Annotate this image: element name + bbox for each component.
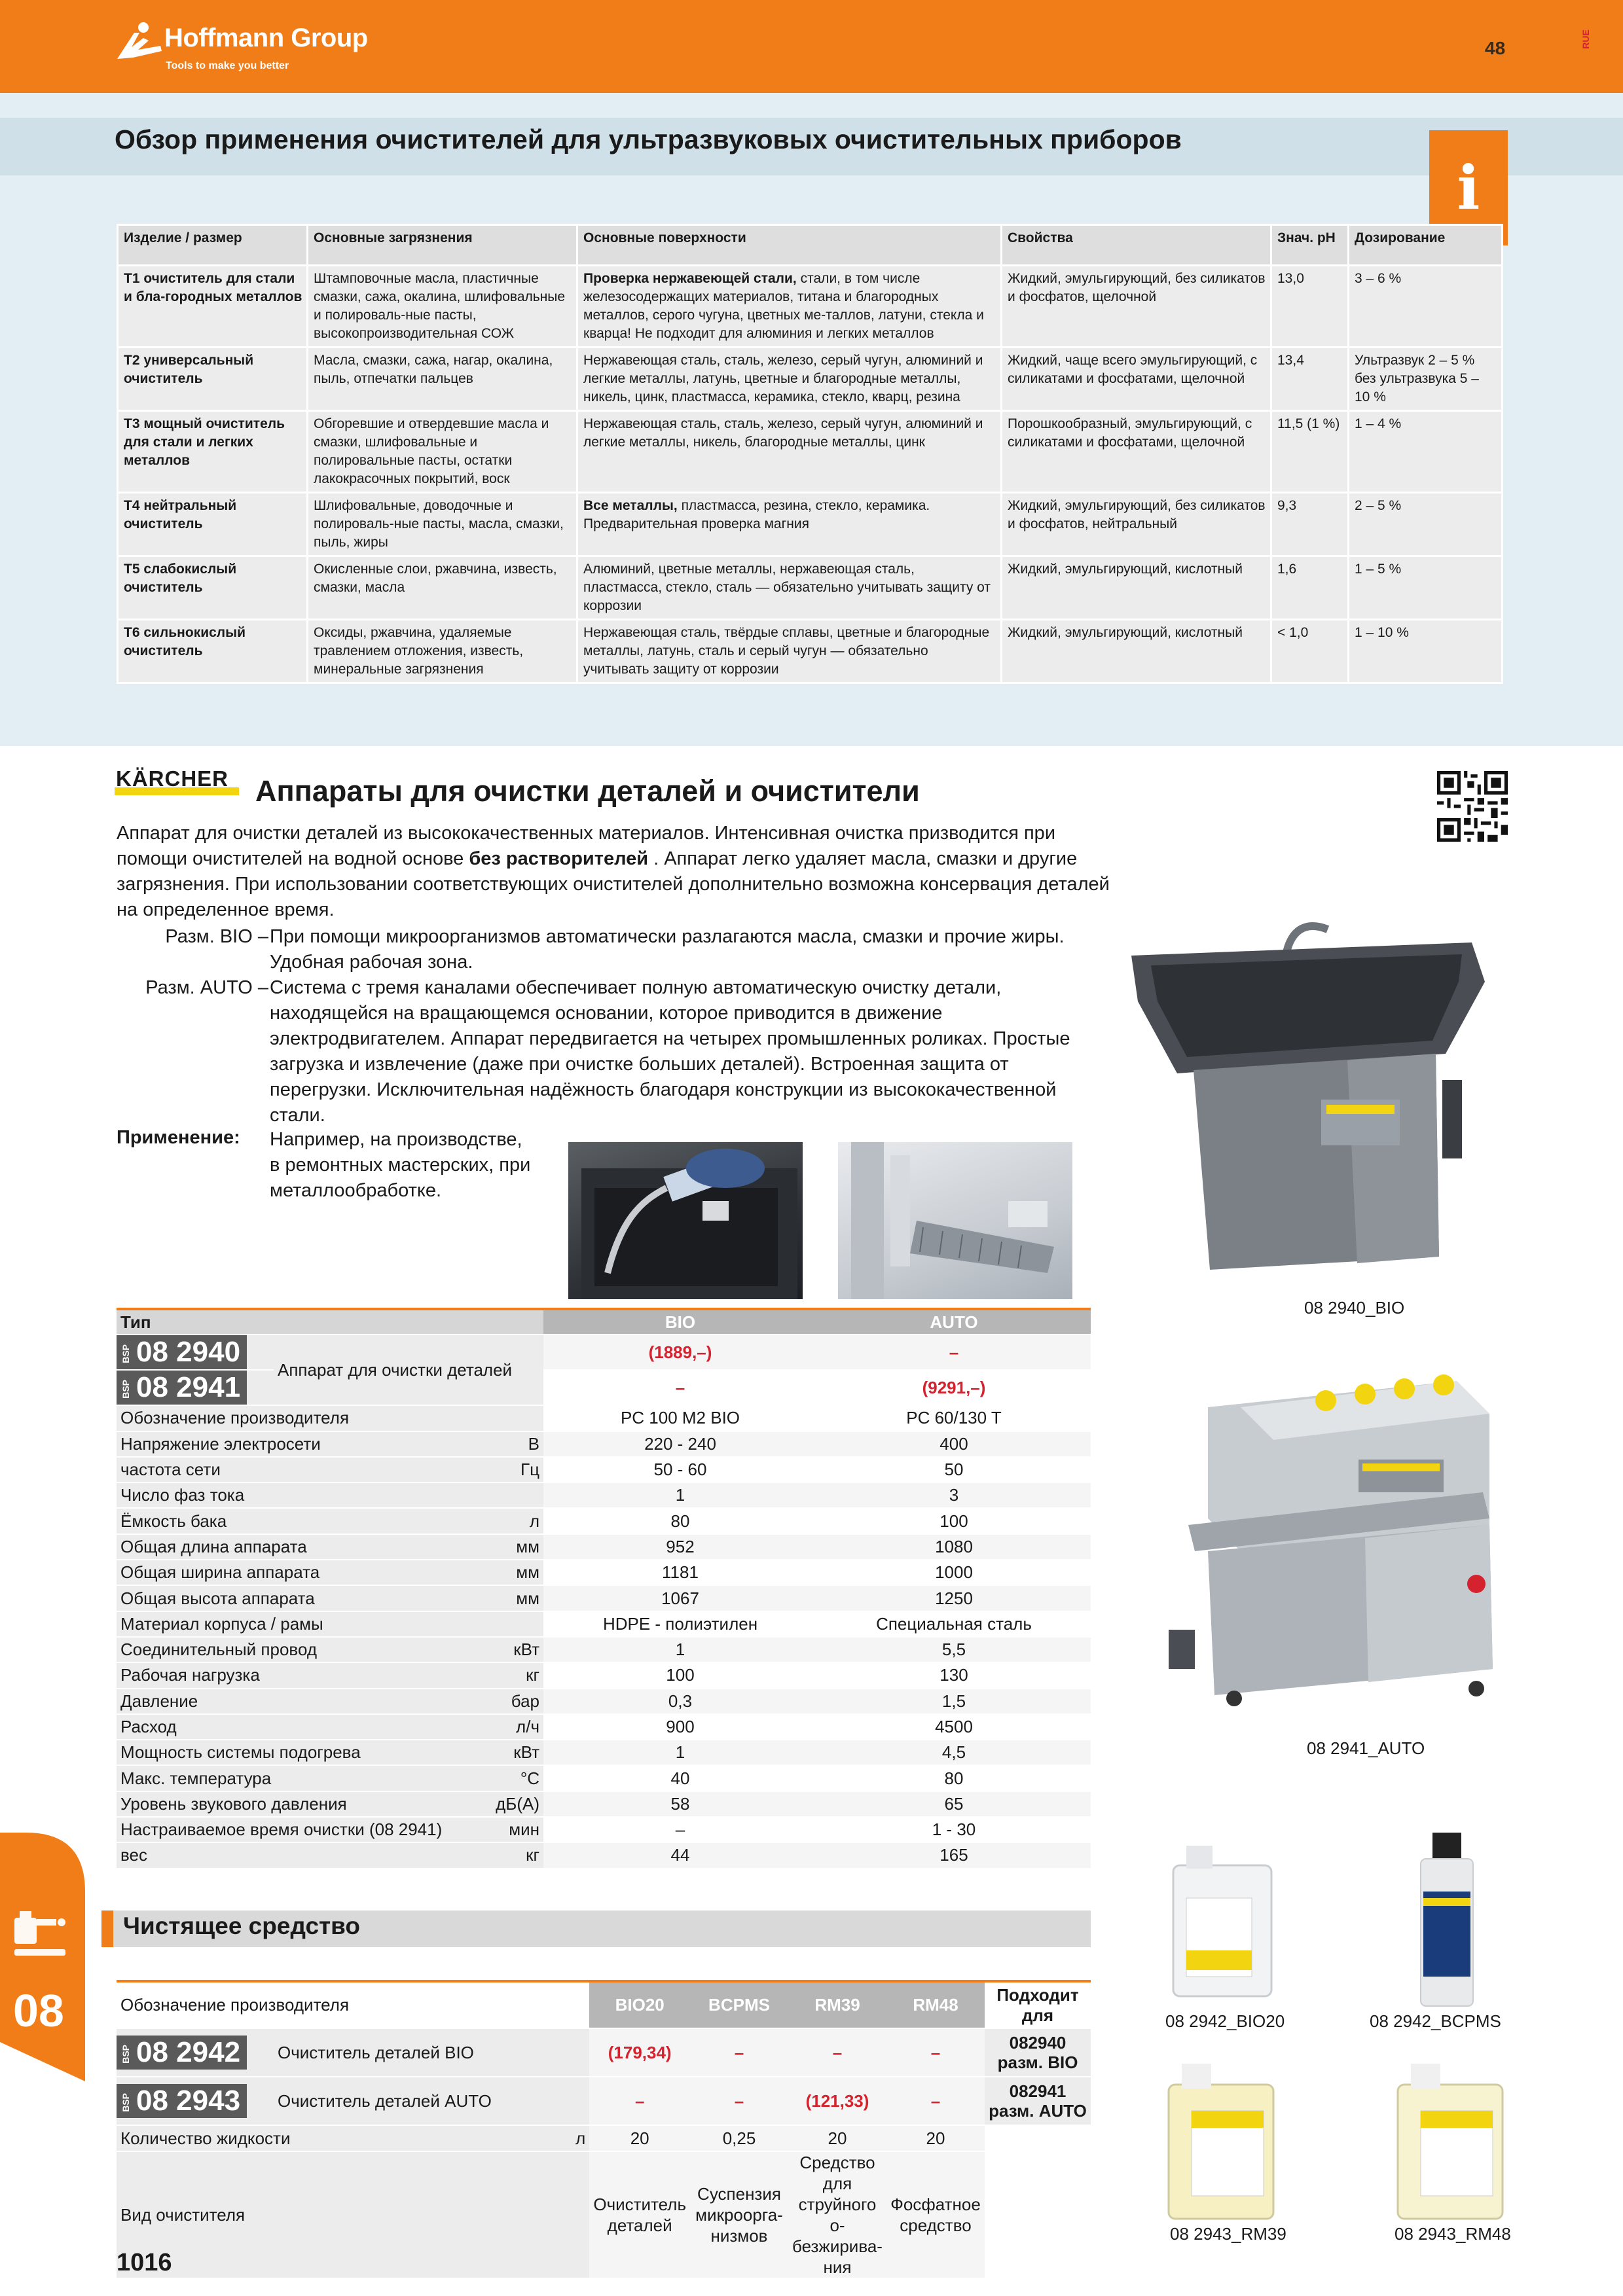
dirt-cell: Оксиды, ржавчина, удаляемые травлением отложения, известь, минеральные загрязнения bbox=[308, 620, 577, 683]
spec-value-bio: – bbox=[543, 1817, 817, 1842]
spec-value-bio: 50 - 60 bbox=[543, 1457, 817, 1482]
spec-row bbox=[117, 1508, 1091, 1534]
spec-label: Общая длина аппарата bbox=[117, 1534, 492, 1560]
qty-cell: 20 bbox=[788, 2125, 886, 2151]
qty-label: Количество жидкости bbox=[117, 2125, 550, 2151]
table-row bbox=[118, 620, 1503, 683]
table-row bbox=[118, 493, 1503, 556]
surfaces-emphasis: Проверка нержавеющей стали, bbox=[583, 271, 797, 286]
surfaces-text: пластмасса, резина, стекло, керамика. Предварительная проверка магния bbox=[583, 498, 930, 531]
product-image-bio20 bbox=[1160, 1839, 1278, 2003]
qr-code-icon[interactable] bbox=[1437, 771, 1508, 842]
bottle-bcpms-illustration bbox=[1414, 1833, 1480, 2009]
canister-rm39-illustration bbox=[1159, 2058, 1283, 2222]
article-number[interactable] bbox=[117, 1371, 247, 1405]
dose-cell: Ультразвук 2 – 5 % без ультразвука 5 – 10 % bbox=[1349, 348, 1503, 411]
column-header-bio20: BIO20 bbox=[589, 1981, 690, 2028]
spec-row bbox=[117, 1662, 1091, 1688]
properties-cell: Жидкий, эмульгирующий, кислотный bbox=[1002, 620, 1271, 683]
surfaces-cell bbox=[577, 493, 1002, 556]
ca-kind-row bbox=[117, 2151, 1091, 2278]
cleaning-agent-title: Чистящее средство bbox=[123, 1912, 360, 1939]
spec-value-auto: 1080 bbox=[817, 1534, 1091, 1560]
spec-unit: кг bbox=[492, 1842, 543, 1868]
spec-value-bio: 1 bbox=[543, 1482, 817, 1508]
intro-emphasis: без растворителей bbox=[469, 848, 649, 869]
page-number: 48 bbox=[1485, 38, 1506, 58]
spec-row bbox=[117, 1689, 1091, 1714]
spec-value-bio: 80 bbox=[543, 1508, 817, 1534]
caption-bcpms: 08 2942_BCPMS bbox=[1370, 2011, 1501, 2031]
spec-label: Напряжение электросети bbox=[117, 1431, 492, 1457]
surfaces-text: Нержавеющая сталь, сталь, железо, серый чугун, алюминий и легкие металлы, никель, благородные металлы, цинк bbox=[583, 416, 983, 450]
ph-cell: 13,0 bbox=[1271, 266, 1349, 348]
spec-unit: л/ч bbox=[492, 1714, 543, 1740]
spec-label: Мощность системы подогрева bbox=[117, 1740, 492, 1765]
spec-unit: °C bbox=[492, 1765, 543, 1791]
spec-row bbox=[117, 1585, 1091, 1611]
dirt-cell: Обгоревшие и отвердевшие масла и смазки, шлифовальные и полировальные пасты, остатки лакокрасочных покрытий, воск bbox=[308, 411, 577, 493]
spec-unit: дБ(A) bbox=[492, 1791, 543, 1817]
article-number-text: 08 2940 bbox=[136, 1336, 241, 1369]
spec-value-bio: 1181 bbox=[543, 1560, 817, 1585]
spec-value-bio: 40 bbox=[543, 1765, 817, 1791]
spec-label: Материал корпуса / рамы bbox=[117, 1611, 492, 1637]
ph-cell: 1,6 bbox=[1271, 556, 1349, 620]
product-cell: T3 мощный очиститель для стали и легких металлов bbox=[118, 411, 308, 493]
chapter-tab[interactable] bbox=[0, 1833, 85, 2081]
application-text: Например, на производстве, в ремонтных мастерских, при металлообработке. bbox=[270, 1129, 531, 1201]
spec-unit: кВт bbox=[492, 1637, 543, 1662]
spec-value-bio: 1 bbox=[543, 1637, 817, 1662]
spec-value-auto: 50 bbox=[817, 1457, 1091, 1482]
spec-unit: В bbox=[492, 1431, 543, 1457]
spec-value-auto: 65 bbox=[817, 1791, 1091, 1817]
price-cell: (121,33) bbox=[788, 2077, 886, 2125]
qty-cell: 0,25 bbox=[690, 2125, 788, 2151]
caption-rm48: 08 2943_RM48 bbox=[1395, 2224, 1511, 2244]
spec-unit: мм bbox=[492, 1585, 543, 1611]
spec-row bbox=[117, 1817, 1091, 1842]
info-icon: i bbox=[1429, 130, 1508, 245]
bio-description: При помощи микроорганизмов автоматически разлагаются масла, смазки и прочие жиры. Удобная рабочая зона. bbox=[270, 926, 1065, 973]
karcher-brand: KÄRCHER bbox=[116, 766, 228, 791]
spec-unit: л bbox=[492, 1508, 543, 1534]
kind-cell: Очиститель деталей bbox=[589, 2151, 690, 2278]
product-cell: T6 сильнокислый очиститель bbox=[118, 620, 308, 683]
spec-row bbox=[117, 1637, 1091, 1662]
column-header: Дозирование bbox=[1349, 225, 1503, 266]
empty-cell bbox=[985, 2125, 1091, 2151]
properties-cell: Жидкий, эмульгирующий, без силикатов и фосфатов, нейтральный bbox=[1002, 493, 1271, 556]
spec-unit: мм bbox=[492, 1560, 543, 1585]
spec-value-bio: 1067 bbox=[543, 1585, 817, 1611]
price-cell: – bbox=[788, 2028, 886, 2077]
article-number-text: 08 2942 bbox=[136, 2036, 241, 2068]
auto-label: Разм. AUTO – bbox=[145, 977, 268, 998]
column-header-rm39: RM39 bbox=[788, 1981, 886, 2028]
price-cell: – bbox=[589, 2077, 690, 2125]
column-header-rm48: RM48 bbox=[886, 1981, 985, 2028]
caption-auto: 08 2941_AUTO bbox=[1307, 1738, 1425, 1758]
properties-cell: Порошкообразный, эмульгирующий, с силикатами и фосфатами, щелочной bbox=[1002, 411, 1271, 493]
photo-auto-illustration bbox=[838, 1142, 1072, 1299]
spec-label: Обозначение производителя bbox=[117, 1405, 492, 1431]
bsp-label: BSP bbox=[120, 1380, 131, 1399]
surfaces-text: Нержавеющая сталь, твёрдые сплавы, цветные и благородные металлы, латунь, сталь и серый чугун — обязательно учитывать защиту от коррозии bbox=[583, 625, 990, 677]
kind-cell: Средство для струйного о-безжирива-ния bbox=[788, 2151, 886, 2278]
cleaning-agent-accent bbox=[101, 1910, 113, 1947]
chapter-tab-shape bbox=[0, 1833, 85, 2081]
properties-cell: Жидкий, чаще всего эмульгирующий, с силикатами и фосфатами, щелочной bbox=[1002, 348, 1271, 411]
price-cell: – bbox=[690, 2077, 788, 2125]
article-row-bio[interactable] bbox=[117, 1335, 1091, 1370]
spec-unit: Гц bbox=[492, 1457, 543, 1482]
dose-cell: 1 – 5 % bbox=[1349, 556, 1503, 620]
dose-cell: 3 – 6 % bbox=[1349, 266, 1503, 348]
product-image-auto bbox=[1169, 1368, 1516, 1708]
article-number-cell[interactable] bbox=[117, 1370, 274, 1405]
spec-row bbox=[117, 1791, 1091, 1817]
spec-value-bio: 100 bbox=[543, 1662, 817, 1688]
brand-name: Hoffmann Group bbox=[164, 24, 368, 52]
spec-label: Общая высота аппарата bbox=[117, 1585, 492, 1611]
spec-value-auto: 5,5 bbox=[817, 1637, 1091, 1662]
bio-label: Разм. BIO – bbox=[165, 926, 268, 947]
product-cell: T4 нейтральный очиститель bbox=[118, 493, 308, 556]
article-number-cell[interactable] bbox=[117, 2028, 274, 2077]
footer-page-number: 1016 bbox=[117, 2249, 172, 2276]
spec-value-auto: 4500 bbox=[817, 1714, 1091, 1740]
intro-text-end: . Аппарат легко удаляет масла, смазки и другие загрязнения. При использовании соответствующих очистителей дополнительно возможна консервация деталей на определенное время. bbox=[117, 848, 1110, 920]
caption-rm39: 08 2943_RM39 bbox=[1170, 2224, 1286, 2244]
column-header-auto: AUTO bbox=[817, 1309, 1091, 1335]
empty-cell bbox=[985, 2151, 1091, 2278]
product-image-rm48 bbox=[1388, 2058, 1512, 2222]
kind-cell: Суспензия микроорга-низмов bbox=[690, 2151, 788, 2278]
price-cell: – bbox=[886, 2077, 985, 2125]
surfaces-text: Алюминий, цветные металлы, нержавеющая сталь, пластмасса, стекло, сталь — обязательно учитывать защиту от коррозии bbox=[583, 562, 991, 613]
article-label: Очиститель деталей BIO bbox=[274, 2028, 589, 2077]
surfaces-emphasis: Все металлы, bbox=[583, 498, 678, 513]
spec-label: Рабочая нагрузка bbox=[117, 1662, 492, 1688]
product-cell: T2 универсальный очиститель bbox=[118, 348, 308, 411]
spec-row bbox=[117, 1714, 1091, 1740]
spec-row bbox=[117, 1534, 1091, 1560]
spec-label: Соединительный провод bbox=[117, 1637, 492, 1662]
bsp-label: BSP bbox=[120, 2044, 131, 2064]
caption-bio20: 08 2942_BIO20 bbox=[1165, 2011, 1285, 2031]
kind-label: Вид очистителя bbox=[117, 2151, 589, 2278]
ca-qty-row bbox=[117, 2125, 1091, 2151]
spec-value-bio: 220 - 240 bbox=[543, 1431, 817, 1457]
article-number[interactable] bbox=[117, 2036, 247, 2070]
fits-cell: 082940 разм. BIO bbox=[985, 2028, 1091, 2077]
spec-value-auto: 130 bbox=[817, 1662, 1091, 1688]
spec-value-auto: 80 bbox=[817, 1765, 1091, 1791]
dose-cell: 1 – 4 % bbox=[1349, 411, 1503, 493]
photo-bio-in-use bbox=[568, 1142, 803, 1299]
spec-value-auto: 165 bbox=[817, 1842, 1091, 1868]
article-number[interactable] bbox=[117, 1335, 247, 1369]
column-header-bcpms: BCPMS bbox=[690, 1981, 788, 2028]
spec-value-bio: 1 bbox=[543, 1740, 817, 1765]
product-image-bcpms bbox=[1414, 1833, 1480, 2009]
fits-cell: 082941 разм. AUTO bbox=[985, 2077, 1091, 2125]
spec-unit: кг bbox=[492, 1662, 543, 1688]
ph-cell: 9,3 bbox=[1271, 493, 1349, 556]
spec-unit bbox=[492, 1482, 543, 1508]
spec-value-bio: PC 100 M2 BIO bbox=[543, 1405, 817, 1431]
bsp-label: BSP bbox=[120, 2092, 131, 2112]
table-row bbox=[118, 266, 1503, 348]
cleaning-agent-table bbox=[117, 1980, 1091, 2279]
spec-row bbox=[117, 1431, 1091, 1457]
spec-value-bio: 58 bbox=[543, 1791, 817, 1817]
photo-bio-illustration bbox=[568, 1142, 803, 1299]
spec-row bbox=[117, 1611, 1091, 1637]
price-bio: – bbox=[543, 1370, 817, 1405]
column-header-bio: BIO bbox=[543, 1309, 817, 1335]
table-header-row bbox=[118, 225, 1503, 266]
article-number-text: 08 2943 bbox=[136, 2085, 241, 2117]
table-row bbox=[118, 348, 1503, 411]
intro-paragraph bbox=[117, 821, 1125, 923]
hoffmann-logo-icon bbox=[115, 21, 167, 62]
auto-device-illustration bbox=[1169, 1368, 1516, 1708]
spec-value-bio: 952 bbox=[543, 1534, 817, 1560]
column-header: Основные поверхности bbox=[577, 225, 1002, 266]
product-cell: T5 слабокислый очиститель bbox=[118, 556, 308, 620]
spec-label: Ёмкость бака bbox=[117, 1508, 492, 1534]
article-number-cell[interactable] bbox=[117, 1335, 274, 1370]
spec-unit: кВт bbox=[492, 1740, 543, 1765]
spec-table bbox=[117, 1308, 1091, 1869]
spec-label: Макс. температура bbox=[117, 1765, 492, 1791]
dirt-cell: Масла, смазки, сажа, нагар, окалина, пыль, отпечатки пальцев bbox=[308, 348, 577, 411]
auto-description: Система с тремя каналами обеспечивает полную автоматическую очистку детали, находящейся на вращающемся основании, которое приводится в движение электродвигателем. Аппарат передвигается на четырех промышленных роликах. Простые загрузка и извлечение (даже при очистке больших деталей). Встроенная защита от перегрузки. Исключительная надёжность благодаря конструкции из высококачественной стали. bbox=[270, 977, 1070, 1126]
spec-label: Число фаз тока bbox=[117, 1482, 492, 1508]
spec-row bbox=[117, 1457, 1091, 1482]
dirt-cell: Штамповочные масла, пластичные смазки, сажа, окалина, шлифовальные и полироваль-ные пасты, высокопроизводительная СОЖ bbox=[308, 266, 577, 348]
price-cell: – bbox=[886, 2028, 985, 2077]
price-auto: – bbox=[817, 1335, 1091, 1370]
column-header: Свойства bbox=[1002, 225, 1271, 266]
article-row-auto[interactable] bbox=[117, 1370, 1091, 1405]
photo-auto-basket bbox=[838, 1142, 1072, 1299]
table-row bbox=[118, 411, 1503, 493]
device-label: Аппарат для очистки деталей bbox=[274, 1335, 543, 1405]
spec-row bbox=[117, 1482, 1091, 1508]
properties-cell: Жидкий, эмульгирующий, без силикатов и фосфатов, щелочной bbox=[1002, 266, 1271, 348]
intro-text: Аппарат для очистки деталей из высококачественных материалов. Интенсивная очистка призводится при помощи очистителей на водной основе bbox=[117, 823, 1056, 869]
price-auto: (9291,–) bbox=[817, 1370, 1091, 1405]
spec-row bbox=[117, 1765, 1091, 1791]
spec-label: Давление bbox=[117, 1689, 492, 1714]
spec-value-auto: 1 - 30 bbox=[817, 1817, 1091, 1842]
kind-cell: Фосфатное средство bbox=[886, 2151, 985, 2278]
ph-cell: < 1,0 bbox=[1271, 620, 1349, 683]
article-number-cell[interactable] bbox=[117, 2077, 274, 2125]
spec-label: Общая ширина аппарата bbox=[117, 1560, 492, 1585]
fits-label: Подходит для bbox=[985, 1981, 1091, 2028]
spec-value-auto: 3 bbox=[817, 1482, 1091, 1508]
spec-value-auto: 1000 bbox=[817, 1560, 1091, 1585]
spec-value-auto: 1,5 bbox=[817, 1689, 1091, 1714]
caption-bio: 08 2940_BIO bbox=[1304, 1298, 1405, 1318]
ph-cell: 13,4 bbox=[1271, 348, 1349, 411]
chapter-number: 08 bbox=[13, 1985, 64, 2036]
canister-rm48-illustration bbox=[1388, 2058, 1512, 2222]
spec-value-auto: Специальная сталь bbox=[817, 1611, 1091, 1637]
column-header: Изделие / размер bbox=[118, 225, 308, 266]
article-label: Очиститель деталей AUTO bbox=[274, 2077, 589, 2125]
section-title: Аппараты для очистки деталей и очистители bbox=[255, 774, 920, 808]
surfaces-cell bbox=[577, 620, 1002, 683]
spec-value-auto: PC 60/130 T bbox=[817, 1405, 1091, 1431]
article-number[interactable] bbox=[117, 2084, 247, 2118]
price-cell: – bbox=[690, 2028, 788, 2077]
surfaces-cell bbox=[577, 556, 1002, 620]
spec-row bbox=[117, 1405, 1091, 1431]
overview-table bbox=[117, 224, 1503, 684]
table-row bbox=[118, 556, 1503, 620]
dose-cell: 1 – 10 % bbox=[1349, 620, 1503, 683]
spec-label: Уровень звукового давления bbox=[117, 1791, 492, 1817]
brand-tagline: Tools to make you better bbox=[166, 60, 289, 71]
karcher-logo bbox=[115, 766, 239, 795]
spec-unit bbox=[492, 1611, 543, 1637]
surfaces-cell bbox=[577, 411, 1002, 493]
bsp-label: BSP bbox=[120, 1344, 131, 1364]
spec-unit bbox=[492, 1405, 543, 1431]
overview-title: Обзор применения очистителей для ультразвуковых очистительных приборов bbox=[115, 124, 1182, 154]
language-code: RUE bbox=[1580, 29, 1591, 49]
spec-value-bio: 900 bbox=[543, 1714, 817, 1740]
product-cell: T1 очиститель для стали и бла-городных металлов bbox=[118, 266, 308, 348]
spec-unit: мм bbox=[492, 1534, 543, 1560]
surfaces-text: Нержавеющая сталь, сталь, железо, серый чугун, алюминий и легкие металлы, латунь, цветные и благородные металлы, никель, цинк, пластмасса, керамика, стекло, кварц, резина bbox=[583, 353, 983, 404]
spec-value-bio: 0,3 bbox=[543, 1689, 817, 1714]
product-image-bio bbox=[1131, 903, 1488, 1276]
spec-label: вес bbox=[117, 1842, 492, 1868]
spec-label: Расход bbox=[117, 1714, 492, 1740]
spec-value-auto: 100 bbox=[817, 1508, 1091, 1534]
dirt-cell: Шлифовальные, доводочные и полироваль-ные пасты, масла, смазки, пыль, жиры bbox=[308, 493, 577, 556]
ca-article-row[interactable] bbox=[117, 2077, 1091, 2125]
spec-value-bio: 44 bbox=[543, 1842, 817, 1868]
application-label: Применение: bbox=[117, 1127, 240, 1148]
spec-row bbox=[117, 1740, 1091, 1765]
ph-cell: 11,5 (1 %) bbox=[1271, 411, 1349, 493]
dose-cell: 2 – 5 % bbox=[1349, 493, 1503, 556]
spec-value-auto: 1250 bbox=[817, 1585, 1091, 1611]
spec-label: частота сети bbox=[117, 1457, 492, 1482]
column-header: Знач. pH bbox=[1271, 225, 1349, 266]
surfaces-cell bbox=[577, 266, 1002, 348]
price-bio: (1889,–) bbox=[543, 1335, 817, 1370]
qty-cell: 20 bbox=[886, 2125, 985, 2151]
spec-row bbox=[117, 1560, 1091, 1585]
type-label: Тип bbox=[117, 1309, 543, 1335]
properties-cell: Жидкий, эмульгирующий, кислотный bbox=[1002, 556, 1271, 620]
overview-section bbox=[0, 93, 1623, 746]
column-header: Основные загрязнения bbox=[308, 225, 577, 266]
ca-article-row[interactable] bbox=[117, 2028, 1091, 2077]
ca-header-row bbox=[117, 1981, 1091, 2028]
qty-cell: 20 bbox=[589, 2125, 690, 2151]
qty-unit: л bbox=[550, 2125, 589, 2151]
spec-label: Настраиваемое время очистки (08 2941) bbox=[117, 1817, 492, 1842]
product-image-rm39 bbox=[1159, 2058, 1283, 2222]
price-cell: (179,34) bbox=[589, 2028, 690, 2077]
spec-row bbox=[117, 1842, 1091, 1868]
spec-value-bio: HDPE - полиэтилен bbox=[543, 1611, 817, 1637]
surfaces-text: стали, в том числе железосодержащих материалов, титана и благородных металлов, серого чугуна, цветных ме-таллов, латуни, стекла и кварца! Не подходит для алюминия и легких металлов bbox=[583, 271, 984, 341]
spec-value-auto: 400 bbox=[817, 1431, 1091, 1457]
article-number-text: 08 2941 bbox=[136, 1371, 241, 1404]
surfaces-cell bbox=[577, 348, 1002, 411]
spec-value-auto: 4,5 bbox=[817, 1740, 1091, 1765]
dirt-cell: Окисленные слои, ржавчина, известь, смазки, масла bbox=[308, 556, 577, 620]
canister-bio20-illustration bbox=[1160, 1839, 1278, 2003]
spec-header-row bbox=[117, 1309, 1091, 1335]
spec-unit: мин bbox=[492, 1817, 543, 1842]
mfr-label: Обозначение производителя bbox=[117, 1981, 589, 2028]
bio-device-illustration bbox=[1131, 903, 1488, 1276]
hoffmann-logo[interactable] bbox=[115, 20, 390, 79]
spec-unit: бар bbox=[492, 1689, 543, 1714]
